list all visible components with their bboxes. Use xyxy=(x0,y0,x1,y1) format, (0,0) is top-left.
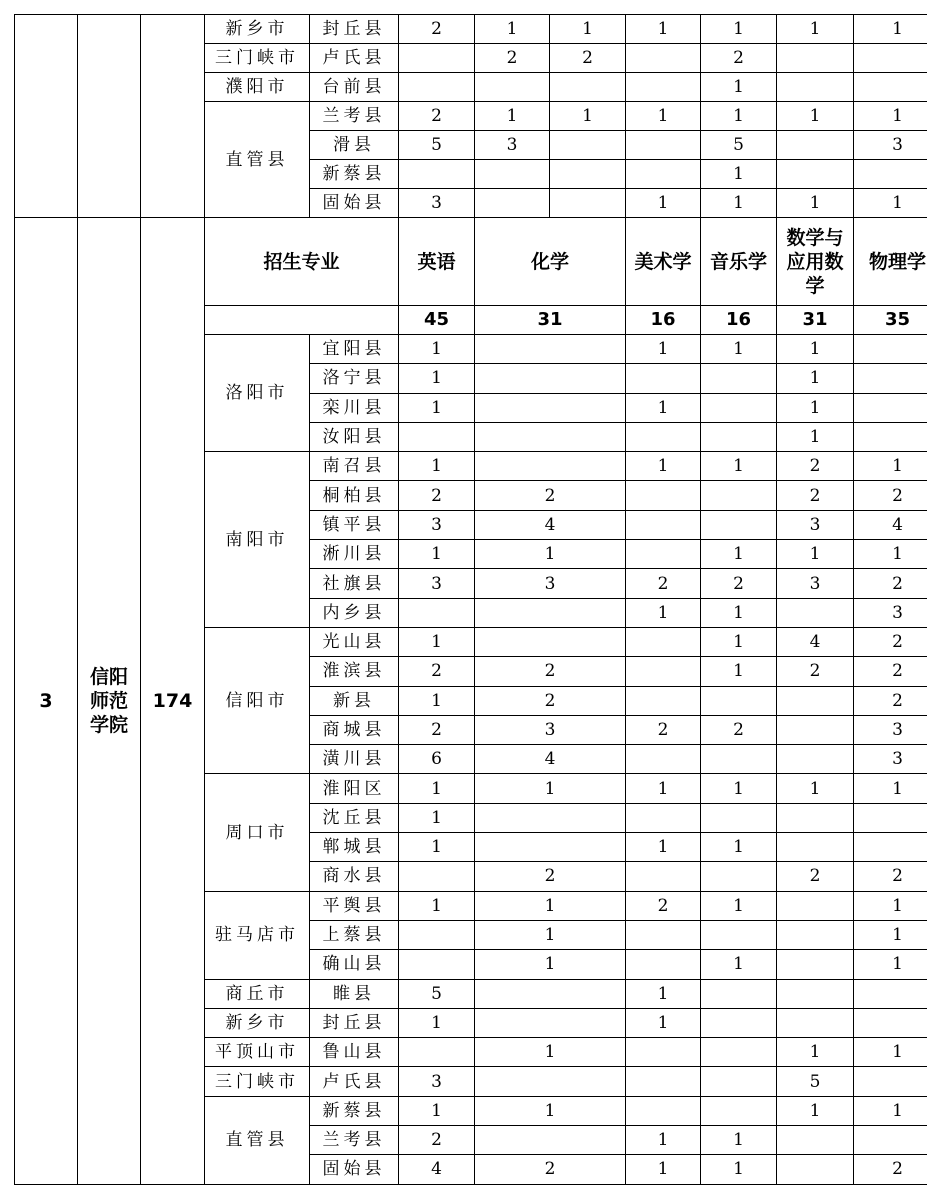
county-cell: 淮滨县 xyxy=(310,657,399,686)
quota-cell xyxy=(701,510,777,539)
quota-cell: 1 xyxy=(399,1008,475,1037)
county-cell: 上蔡县 xyxy=(310,920,399,949)
quota-cell: 1 xyxy=(399,833,475,862)
county-cell: 商城县 xyxy=(310,715,399,744)
quota-cell: 1 xyxy=(399,540,475,569)
quota-cell xyxy=(626,1038,701,1067)
quota-cell: 1 xyxy=(550,15,626,44)
quota-cell: 2 xyxy=(475,686,626,715)
quota-cell xyxy=(701,1067,777,1096)
quota-cell xyxy=(854,393,927,422)
quota-cell xyxy=(777,891,854,920)
quota-cell: 1 xyxy=(777,422,854,451)
major-total-cell: 31 xyxy=(777,306,854,335)
quota-cell: 2 xyxy=(475,657,626,686)
quota-cell xyxy=(626,627,701,656)
city-cell: 信阳市 xyxy=(205,627,310,773)
quota-cell: 1 xyxy=(626,774,701,803)
city-cell: 新乡市 xyxy=(205,1008,310,1037)
quota-cell xyxy=(550,189,626,218)
empty-index-cell xyxy=(15,15,78,218)
quota-cell xyxy=(854,44,927,73)
city-cell: 新乡市 xyxy=(205,15,310,44)
quota-cell xyxy=(626,510,701,539)
quota-cell: 2 xyxy=(475,862,626,891)
quota-cell: 1 xyxy=(854,920,927,949)
quota-cell: 3 xyxy=(854,131,927,160)
quota-cell: 1 xyxy=(399,891,475,920)
quota-cell: 1 xyxy=(399,335,475,364)
quota-cell xyxy=(701,686,777,715)
county-cell: 兰考县 xyxy=(310,102,399,131)
quota-cell: 1 xyxy=(854,540,927,569)
quota-cell xyxy=(854,803,927,832)
quota-cell xyxy=(777,920,854,949)
city-cell: 直管县 xyxy=(205,1096,310,1184)
quota-cell: 1 xyxy=(626,15,701,44)
quota-cell xyxy=(777,950,854,979)
quota-cell xyxy=(854,833,927,862)
county-cell: 新蔡县 xyxy=(310,160,399,189)
quota-cell: 5 xyxy=(399,979,475,1008)
quota-cell: 1 xyxy=(626,833,701,862)
table-row xyxy=(15,15,927,44)
quota-cell: 2 xyxy=(854,481,927,510)
major-name-cell: 化学 xyxy=(475,218,626,306)
quota-cell: 1 xyxy=(399,774,475,803)
quota-cell xyxy=(475,833,626,862)
major-name-cell: 物理学 xyxy=(854,218,927,306)
quota-cell: 3 xyxy=(475,569,626,598)
school-quota-cell: 174 xyxy=(141,218,205,1185)
quota-cell: 3 xyxy=(399,1067,475,1096)
county-cell: 平舆县 xyxy=(310,891,399,920)
county-cell: 汝阳县 xyxy=(310,422,399,451)
county-cell: 淅川县 xyxy=(310,540,399,569)
quota-cell xyxy=(854,364,927,393)
quota-cell: 1 xyxy=(777,393,854,422)
quota-cell: 4 xyxy=(399,1155,475,1184)
quota-cell: 3 xyxy=(854,715,927,744)
quota-cell xyxy=(626,364,701,393)
quota-cell: 2 xyxy=(701,715,777,744)
quota-cell xyxy=(399,73,475,102)
quota-cell: 1 xyxy=(475,920,626,949)
quota-cell xyxy=(701,364,777,393)
quota-cell: 1 xyxy=(701,160,777,189)
quota-cell xyxy=(475,803,626,832)
quota-cell xyxy=(777,44,854,73)
city-cell: 洛阳市 xyxy=(205,335,310,452)
quota-cell xyxy=(701,393,777,422)
quota-cell: 1 xyxy=(777,1038,854,1067)
quota-cell: 5 xyxy=(399,131,475,160)
quota-cell: 1 xyxy=(701,1155,777,1184)
quota-cell: 1 xyxy=(399,803,475,832)
major-total-cell: 16 xyxy=(626,306,701,335)
county-cell: 栾川县 xyxy=(310,393,399,422)
major-total-cell: 16 xyxy=(701,306,777,335)
county-cell: 郸城县 xyxy=(310,833,399,862)
quota-cell: 1 xyxy=(475,891,626,920)
quota-cell xyxy=(399,598,475,627)
quota-cell: 2 xyxy=(626,891,701,920)
quota-cell: 3 xyxy=(777,510,854,539)
quota-cell xyxy=(475,393,626,422)
county-cell: 沈丘县 xyxy=(310,803,399,832)
county-cell: 滑县 xyxy=(310,131,399,160)
quota-cell: 3 xyxy=(854,745,927,774)
quota-cell: 1 xyxy=(854,102,927,131)
quota-cell xyxy=(701,803,777,832)
quota-cell xyxy=(854,73,927,102)
quota-cell xyxy=(626,44,701,73)
quota-cell xyxy=(626,862,701,891)
quota-cell xyxy=(701,1096,777,1125)
quota-cell: 1 xyxy=(701,1126,777,1155)
quota-cell xyxy=(475,979,626,1008)
quota-cell: 1 xyxy=(701,950,777,979)
quota-cell: 2 xyxy=(475,481,626,510)
quota-cell xyxy=(854,1126,927,1155)
quota-cell xyxy=(399,1038,475,1067)
quota-cell xyxy=(701,1008,777,1037)
county-cell: 确山县 xyxy=(310,950,399,979)
county-cell: 卢氏县 xyxy=(310,44,399,73)
quota-cell xyxy=(626,745,701,774)
quota-cell xyxy=(854,1067,927,1096)
major-header-label: 招生专业 xyxy=(205,218,399,306)
quota-cell: 1 xyxy=(626,979,701,1008)
quota-cell: 1 xyxy=(701,335,777,364)
quota-cell xyxy=(626,950,701,979)
county-cell: 固始县 xyxy=(310,189,399,218)
empty-quota-cell xyxy=(141,15,205,218)
quota-cell: 2 xyxy=(399,1126,475,1155)
quota-cell: 2 xyxy=(701,44,777,73)
quota-cell: 2 xyxy=(399,657,475,686)
quota-cell xyxy=(626,686,701,715)
quota-cell: 3 xyxy=(777,569,854,598)
quota-cell: 1 xyxy=(854,774,927,803)
quota-cell: 1 xyxy=(475,1096,626,1125)
county-cell: 鲁山县 xyxy=(310,1038,399,1067)
quota-cell: 5 xyxy=(777,1067,854,1096)
major-total-cell: 45 xyxy=(399,306,475,335)
quota-cell xyxy=(550,73,626,102)
quota-cell: 2 xyxy=(399,102,475,131)
quota-cell xyxy=(399,920,475,949)
quota-cell: 1 xyxy=(626,1008,701,1037)
county-cell: 睢县 xyxy=(310,979,399,1008)
county-cell: 台前县 xyxy=(310,73,399,102)
quota-cell xyxy=(777,979,854,1008)
quota-cell: 1 xyxy=(854,189,927,218)
quota-cell xyxy=(777,131,854,160)
quota-cell xyxy=(701,422,777,451)
quota-cell: 5 xyxy=(701,131,777,160)
quota-cell xyxy=(475,1008,626,1037)
quota-cell: 1 xyxy=(701,102,777,131)
major-name-cell: 美术学 xyxy=(626,218,701,306)
city-cell: 南阳市 xyxy=(205,452,310,628)
county-cell: 宜阳县 xyxy=(310,335,399,364)
quota-cell xyxy=(475,335,626,364)
quota-cell: 1 xyxy=(854,1038,927,1067)
quota-cell: 1 xyxy=(399,452,475,481)
quota-cell: 2 xyxy=(701,569,777,598)
enrollment-table xyxy=(14,14,927,1185)
county-cell: 潢川县 xyxy=(310,745,399,774)
quota-cell xyxy=(626,422,701,451)
quota-cell xyxy=(626,73,701,102)
quota-cell: 1 xyxy=(777,1096,854,1125)
quota-cell: 1 xyxy=(475,540,626,569)
quota-cell xyxy=(701,979,777,1008)
city-cell: 商丘市 xyxy=(205,979,310,1008)
quota-cell: 2 xyxy=(399,481,475,510)
quota-cell: 2 xyxy=(777,452,854,481)
quota-cell xyxy=(475,1067,626,1096)
quota-cell xyxy=(475,422,626,451)
quota-cell: 1 xyxy=(626,452,701,481)
quota-cell: 1 xyxy=(701,774,777,803)
quota-cell xyxy=(701,862,777,891)
quota-cell xyxy=(777,160,854,189)
quota-cell xyxy=(399,950,475,979)
quota-cell: 2 xyxy=(475,1155,626,1184)
quota-cell: 1 xyxy=(777,189,854,218)
quota-cell: 3 xyxy=(399,189,475,218)
quota-cell xyxy=(854,1008,927,1037)
quota-cell: 1 xyxy=(701,452,777,481)
quota-cell xyxy=(701,1038,777,1067)
city-cell: 驻马店市 xyxy=(205,891,310,979)
quota-cell xyxy=(475,189,550,218)
quota-cell: 1 xyxy=(399,364,475,393)
quota-cell: 1 xyxy=(701,73,777,102)
county-cell: 光山县 xyxy=(310,627,399,656)
quota-cell: 2 xyxy=(854,569,927,598)
table-row xyxy=(15,218,927,306)
quota-cell xyxy=(777,803,854,832)
county-cell: 卢氏县 xyxy=(310,1067,399,1096)
quota-cell xyxy=(399,160,475,189)
quota-cell xyxy=(777,686,854,715)
quota-cell: 2 xyxy=(777,481,854,510)
quota-cell: 1 xyxy=(626,102,701,131)
quota-cell: 1 xyxy=(399,393,475,422)
quota-cell: 2 xyxy=(854,862,927,891)
quota-cell: 1 xyxy=(399,627,475,656)
quota-cell xyxy=(475,1126,626,1155)
quota-cell: 6 xyxy=(399,745,475,774)
quota-cell: 1 xyxy=(701,540,777,569)
quota-cell xyxy=(399,862,475,891)
quota-cell xyxy=(550,131,626,160)
city-cell: 直管县 xyxy=(205,102,310,218)
major-total-cell: 35 xyxy=(854,306,927,335)
quota-cell: 1 xyxy=(701,15,777,44)
quota-cell: 2 xyxy=(475,44,550,73)
county-cell: 新蔡县 xyxy=(310,1096,399,1125)
city-cell: 三门峡市 xyxy=(205,44,310,73)
quota-cell xyxy=(550,160,626,189)
county-cell: 封丘县 xyxy=(310,15,399,44)
quota-cell: 3 xyxy=(475,715,626,744)
quota-cell xyxy=(854,422,927,451)
quota-cell xyxy=(701,745,777,774)
quota-cell: 2 xyxy=(854,627,927,656)
quota-cell xyxy=(701,920,777,949)
quota-cell: 1 xyxy=(626,393,701,422)
quota-cell xyxy=(475,627,626,656)
county-cell: 兰考县 xyxy=(310,1126,399,1155)
quota-cell xyxy=(626,657,701,686)
quota-cell xyxy=(854,160,927,189)
quota-cell: 1 xyxy=(777,364,854,393)
empty-school-cell xyxy=(78,15,141,218)
major-total-cell: 31 xyxy=(475,306,626,335)
quota-cell xyxy=(399,44,475,73)
quota-cell xyxy=(626,481,701,510)
county-cell: 淮阳区 xyxy=(310,774,399,803)
quota-cell xyxy=(626,131,701,160)
quota-cell xyxy=(475,598,626,627)
quota-cell: 2 xyxy=(854,657,927,686)
quota-cell: 1 xyxy=(854,950,927,979)
school-name-cell: 信阳师范学院 xyxy=(78,218,141,1185)
county-cell: 桐柏县 xyxy=(310,481,399,510)
quota-cell: 1 xyxy=(701,189,777,218)
quota-cell xyxy=(626,1096,701,1125)
quota-cell: 3 xyxy=(854,598,927,627)
quota-cell: 1 xyxy=(701,627,777,656)
city-cell: 濮阳市 xyxy=(205,73,310,102)
major-name-cell: 音乐学 xyxy=(701,218,777,306)
quota-cell xyxy=(626,803,701,832)
city-cell: 三门峡市 xyxy=(205,1067,310,1096)
county-cell: 洛宁县 xyxy=(310,364,399,393)
quota-cell: 1 xyxy=(777,335,854,364)
quota-cell: 1 xyxy=(854,891,927,920)
county-cell: 固始县 xyxy=(310,1155,399,1184)
quota-cell: 1 xyxy=(626,189,701,218)
quota-cell: 4 xyxy=(475,745,626,774)
quota-cell: 1 xyxy=(475,1038,626,1067)
major-name-cell: 数学与应用数学 xyxy=(777,218,854,306)
city-cell: 周口市 xyxy=(205,774,310,891)
quota-cell: 3 xyxy=(399,569,475,598)
quota-cell xyxy=(854,979,927,1008)
quota-cell: 1 xyxy=(701,657,777,686)
quota-cell: 1 xyxy=(626,598,701,627)
county-cell: 商水县 xyxy=(310,862,399,891)
county-cell: 内乡县 xyxy=(310,598,399,627)
county-cell: 新县 xyxy=(310,686,399,715)
major-name-cell: 英语 xyxy=(399,218,475,306)
quota-cell: 1 xyxy=(626,1155,701,1184)
quota-cell: 1 xyxy=(399,1096,475,1125)
quota-cell: 4 xyxy=(854,510,927,539)
quota-cell: 1 xyxy=(777,15,854,44)
index-cell: 3 xyxy=(15,218,78,1185)
quota-cell: 2 xyxy=(777,862,854,891)
quota-cell xyxy=(626,1067,701,1096)
quota-cell: 2 xyxy=(626,569,701,598)
quota-cell xyxy=(777,1008,854,1037)
quota-cell: 1 xyxy=(475,774,626,803)
quota-cell xyxy=(399,422,475,451)
quota-cell xyxy=(626,160,701,189)
quota-cell: 4 xyxy=(777,627,854,656)
city-cell: 平顶山市 xyxy=(205,1038,310,1067)
quota-cell: 1 xyxy=(777,540,854,569)
quota-cell xyxy=(777,1155,854,1184)
quota-cell xyxy=(626,540,701,569)
quota-cell: 2 xyxy=(777,657,854,686)
quota-cell: 1 xyxy=(701,598,777,627)
quota-cell xyxy=(777,73,854,102)
county-cell: 社旗县 xyxy=(310,569,399,598)
quota-cell: 3 xyxy=(399,510,475,539)
quota-cell xyxy=(777,833,854,862)
quota-cell: 1 xyxy=(854,15,927,44)
header-blank-cell xyxy=(205,306,399,335)
quota-cell: 2 xyxy=(550,44,626,73)
quota-cell xyxy=(777,598,854,627)
quota-cell: 1 xyxy=(626,1126,701,1155)
county-cell: 封丘县 xyxy=(310,1008,399,1037)
county-cell: 镇平县 xyxy=(310,510,399,539)
quota-cell xyxy=(475,364,626,393)
quota-cell: 1 xyxy=(777,102,854,131)
quota-cell xyxy=(475,452,626,481)
county-cell: 南召县 xyxy=(310,452,399,481)
quota-cell xyxy=(854,335,927,364)
quota-cell: 1 xyxy=(777,774,854,803)
quota-cell: 2 xyxy=(854,686,927,715)
quota-cell xyxy=(626,920,701,949)
quota-cell: 2 xyxy=(854,1155,927,1184)
quota-cell: 3 xyxy=(475,131,550,160)
quota-cell xyxy=(777,1126,854,1155)
quota-cell: 2 xyxy=(399,715,475,744)
quota-cell: 1 xyxy=(626,335,701,364)
quota-cell: 1 xyxy=(475,950,626,979)
quota-cell xyxy=(475,160,550,189)
quota-cell: 4 xyxy=(475,510,626,539)
quota-cell xyxy=(475,73,550,102)
quota-cell xyxy=(701,481,777,510)
quota-cell: 1 xyxy=(701,891,777,920)
quota-cell xyxy=(777,715,854,744)
quota-cell: 1 xyxy=(854,1096,927,1125)
quota-cell: 1 xyxy=(399,686,475,715)
quota-cell: 1 xyxy=(701,833,777,862)
quota-cell: 1 xyxy=(854,452,927,481)
quota-cell: 1 xyxy=(475,102,550,131)
quota-cell: 2 xyxy=(399,15,475,44)
quota-cell: 2 xyxy=(626,715,701,744)
quota-cell: 1 xyxy=(550,102,626,131)
quota-cell xyxy=(777,745,854,774)
quota-cell: 1 xyxy=(475,15,550,44)
